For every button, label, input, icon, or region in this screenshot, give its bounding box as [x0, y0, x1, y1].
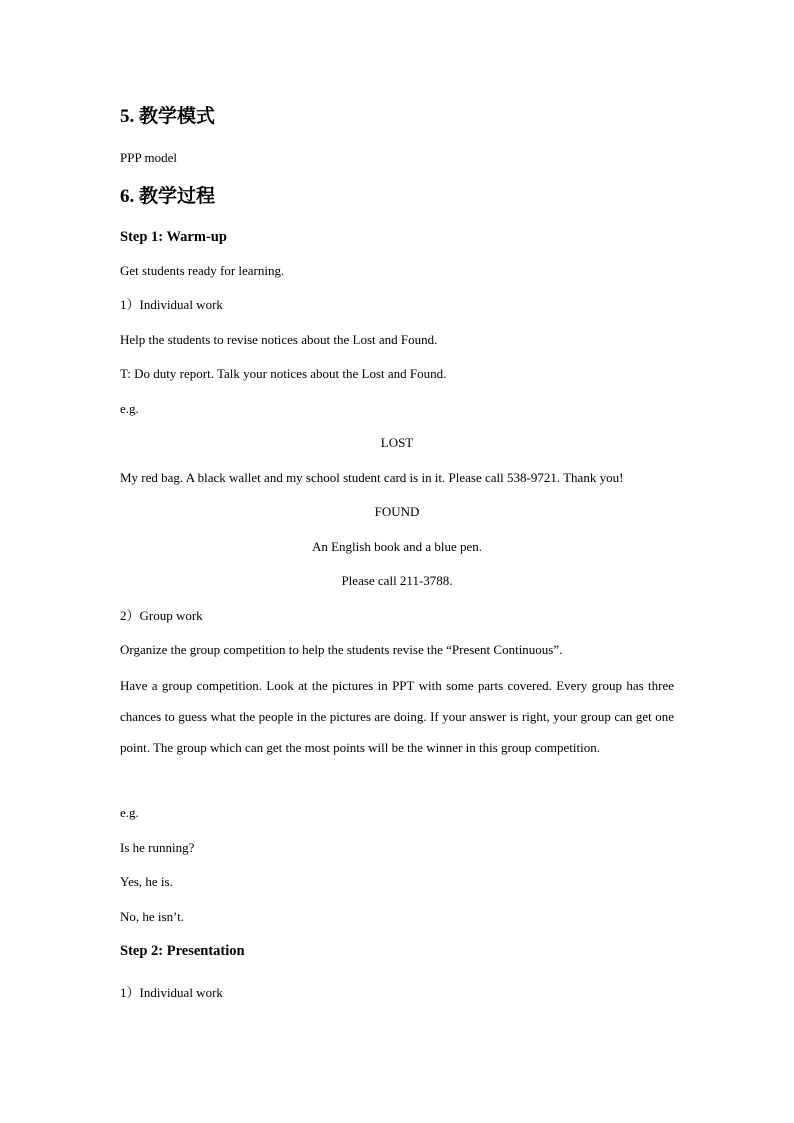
example-label: e.g.	[120, 805, 139, 820]
step-1-part-1-task: T: Do duty report. Talk your notices about the Lost and Found.	[120, 366, 447, 381]
section-5-heading: 5. 教学模式	[120, 106, 216, 127]
section-6-heading: 6. 教学过程	[120, 186, 216, 207]
step-1-part-2-label: 2）Group work	[120, 608, 203, 623]
example-label: e.g.	[120, 401, 139, 416]
lost-notice-text: My red bag. A black wallet and my school student card is in it. Please call 538-9721. Thank you!	[120, 470, 624, 485]
step-2-part-1-label: 1）Individual work	[120, 985, 223, 1000]
example-answer-yes: Yes, he is.	[120, 874, 173, 889]
lost-notice-title: LOST	[380, 435, 414, 450]
found-notice-title: FOUND	[374, 504, 420, 519]
group-competition-paragraph: Have a group competition. Look at the pictures in PPT with some parts covered. Every group has three chances to guess what the people in the pictures are doing. If your answer is right, your group can get one point. The group which can get the most points will be the winner in this group competition.	[120, 678, 674, 755]
found-notice-line-2: Please call 211-3788.	[341, 573, 453, 588]
example-question: Is he running?	[120, 840, 195, 855]
step-2-heading: Step 2: Presentation	[120, 943, 245, 959]
step-1-part-1-label: 1）Individual work	[120, 297, 223, 312]
step-1-part-1-description: Help the students to revise notices about the Lost and Found.	[120, 332, 438, 347]
example-answer-no: No, he isn’t.	[120, 909, 185, 924]
section-5-text: PPP model	[120, 150, 177, 165]
found-notice-line-1: An English book and a blue pen.	[311, 539, 483, 554]
step-1-intro: Get students ready for learning.	[120, 263, 285, 278]
step-1-part-2-description: Organize the group competition to help the students revise the “Present Continuous”.	[120, 642, 563, 657]
step-1-heading: Step 1: Warm-up	[120, 229, 227, 245]
